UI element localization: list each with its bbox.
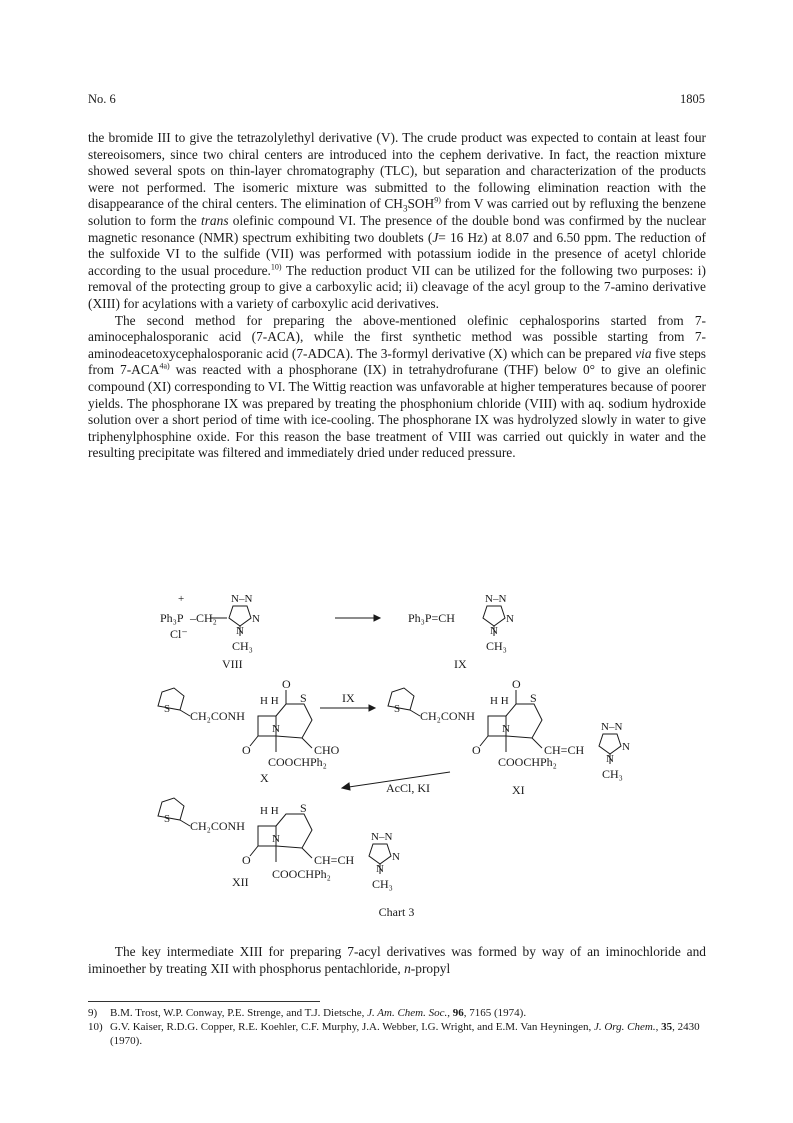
n-xi-b: N (606, 753, 614, 765)
hh-xi: H H (490, 695, 509, 707)
chloride: Cl⁻ (170, 627, 188, 641)
ch3-viii: CH₃ (232, 639, 253, 653)
tetrazole-ring-viii (229, 606, 251, 626)
thiophene-s-xii: S (164, 813, 171, 825)
reaction-scheme-svg (150, 580, 670, 920)
nn-xii: N–N (371, 831, 393, 843)
nn-xi: N–N (601, 721, 623, 733)
label-xii: XII (232, 875, 249, 889)
hh-x: H H (260, 695, 279, 707)
n-xii-b: N (376, 863, 384, 875)
footnote-divider (88, 1001, 320, 1002)
tetrazole-ring-xi (599, 734, 621, 754)
s-xi: S (530, 691, 537, 705)
nn-viii: N–N (231, 593, 253, 605)
hh-xii: H H (260, 805, 279, 817)
lactam-o-x: O (242, 743, 251, 757)
ch2-viii: –CH₂ (190, 611, 217, 625)
n-xii-a: N (392, 851, 400, 863)
n-ix-b: N (490, 625, 498, 637)
reagent-ix: IX (342, 691, 355, 705)
lactam-o-xii: O (242, 853, 251, 867)
ch-eq-ch-xii: CH=CH (314, 853, 355, 867)
footnote-ref-10[interactable]: 10) (270, 262, 282, 272)
plus-sign: + (178, 593, 185, 605)
body-text-continued (88, 944, 706, 978)
coochph2-xi: COOCHPh₂ (498, 755, 557, 769)
n-viii-b: N (236, 625, 244, 637)
dihydrothiazine-xii (276, 814, 312, 848)
footnote-ref-9[interactable]: 9) (434, 195, 441, 205)
nn-ix: N–N (485, 593, 507, 605)
ph3p-viii: Ph₃P (160, 611, 184, 625)
label-x: X (260, 771, 269, 785)
chart-caption: Chart 3 (378, 905, 415, 919)
thiophene-ring-xii (158, 798, 184, 820)
reagent-accl-ki: AcCl, KI (386, 781, 430, 795)
thiophene-s-x: S (164, 703, 171, 715)
ch3-xi: CH₃ (602, 767, 623, 781)
n-ix-a: N (506, 613, 514, 625)
dihydrothiazine-xi (506, 704, 542, 738)
tetrazole-ring-ix (483, 606, 505, 626)
footnote-10: 10) G.V. Kaiser, R.D.G. Copper, R.E. Koehler, C.F. Murphy, J.A. Webber, I.G. Wright, and E.M. Van Heyningen, J. Org. Chem., 35, 2430 (1970). (88, 1021, 700, 1047)
lactam-n-xi: N (502, 723, 510, 735)
sulfoxide-o-xi: O (512, 677, 521, 691)
tetrazole-ring-xii (369, 844, 391, 864)
thiophene-ring-xi (388, 688, 414, 710)
paragraph-1: the bromide III to give the tetrazolylethyl derivative (V). The crude product was expected to contain at least four stereoisomers, since two chiral centers are introduced into the cephem derivative. In fact, the reaction mixture showed several spots on thin-layer chromatography (TLC), but separation and characterization of the products were not performed. The isomeric mixture was submitted to the following elimination reaction with the disappearance of the chiral centers. The elimination of $CH_3SOH^{9)}$ from V was carried out by refluxing the benzene solution to form the trans olefinic compound VI. The presence of the double bond was confirmed by the nuclear magnetic resonance (NMR) spectrum exhibiting two doublets (J= 16 Hz) at 8.07 and 6.50 ppm. The reduction of the sulfoxide VI to the sulfide (VII) was performed with potassium iodide in the presence of acetyl chloride according to the usual procedure.$^{10)}$ The reduction product VII can be utilized for the following two purposes: i) removal of the protecting group to give a carboxylic acid; ii) cleavage of the acyl group to the 7-amino derivative (XIII) for acylations with a variety of carboxylic acid derivatives. (88, 130, 707, 311)
paragraph-2: The second method for preparing the above-mentioned olefinic cephalosporins started from 7-aminocephalosporanic acid (7-ACA), while the first synthetic method was possible starting from 7-aminodeacetoxycephalosporanic acid (7-ADCA). The 3-formyl derivative (X) which can be prepared via five steps from $7-ACA^{4a)}$ was reacted with a phosphorane (IX) in tetrahydrofurane (THF) below 0° to give an olefinic compound (XI) corresponding to VI. The Wittig reaction was unfavorable at higher temperatures because of poorer yields. The phosphorane IX was prepared by treating the phosphonium chloride (VIII) with aq. sodium hydroxide solution over a short period of time with ice-cooling. The phosphorane IX was hydrolyzed slowly in water to give triphenylphosphine oxide. For this reason the base treatment of VIII was carried out quickly in water and the resulting precipitate was filtered and immediately dried under reduced pressure. (88, 312, 707, 461)
sulfoxide-o-x: O (282, 677, 291, 691)
ch3-ix: CH₃ (486, 639, 507, 653)
issue-number: No. 6 (88, 92, 116, 106)
coochph2-x: COOCHPh₂ (268, 755, 327, 769)
ch2conh-xi: CH₂CONH (420, 709, 475, 723)
ch3-xii: CH₃ (372, 877, 393, 891)
cho-x: CHO (314, 743, 340, 757)
ch2conh-x: CH₂CONH (190, 709, 245, 723)
ch2conh-xii: CH₂CONH (190, 819, 245, 833)
chart-3-scheme (150, 580, 670, 920)
dihydrothiazine-x (276, 704, 312, 738)
page-number: 1805 (680, 92, 705, 106)
s-x: S (300, 691, 307, 705)
label-ix: IX (454, 657, 467, 671)
lactam-n-x: N (272, 723, 280, 735)
label-viii: VIII (222, 657, 243, 671)
label-xi: XI (512, 783, 525, 797)
paragraph-3: The key intermediate XIII for preparing 7-acyl derivatives was formed by way of an iminochloride and iminoether by treating XII with phosphorus pentachloride, n-propyl (88, 944, 706, 976)
lactam-o-xi: O (472, 743, 481, 757)
coochph2-xii: COOCHPh₂ (272, 867, 331, 881)
footnotes (88, 1006, 706, 1048)
ph3p-ch-ix: Ph₃P=CH (408, 611, 455, 625)
s-xii: S (300, 801, 307, 815)
ch-eq-ch-xi: CH=CH (544, 743, 585, 757)
thiophene-s-xi: S (394, 703, 401, 715)
footnote-ref-4a[interactable]: 4a) (159, 361, 170, 371)
thiophene-ring-x (158, 688, 184, 710)
footnote-9: 9) B.M. Trost, W.P. Conway, P.E. Strenge, and T.J. Dietsche, J. Am. Chem. Soc., 96, 7165 (1974). (88, 1007, 527, 1019)
n-xi-a: N (622, 741, 630, 753)
lactam-n-xii: N (272, 833, 280, 845)
n-viii-a: N (252, 613, 260, 625)
page-header (88, 92, 705, 108)
body-text (88, 130, 706, 462)
